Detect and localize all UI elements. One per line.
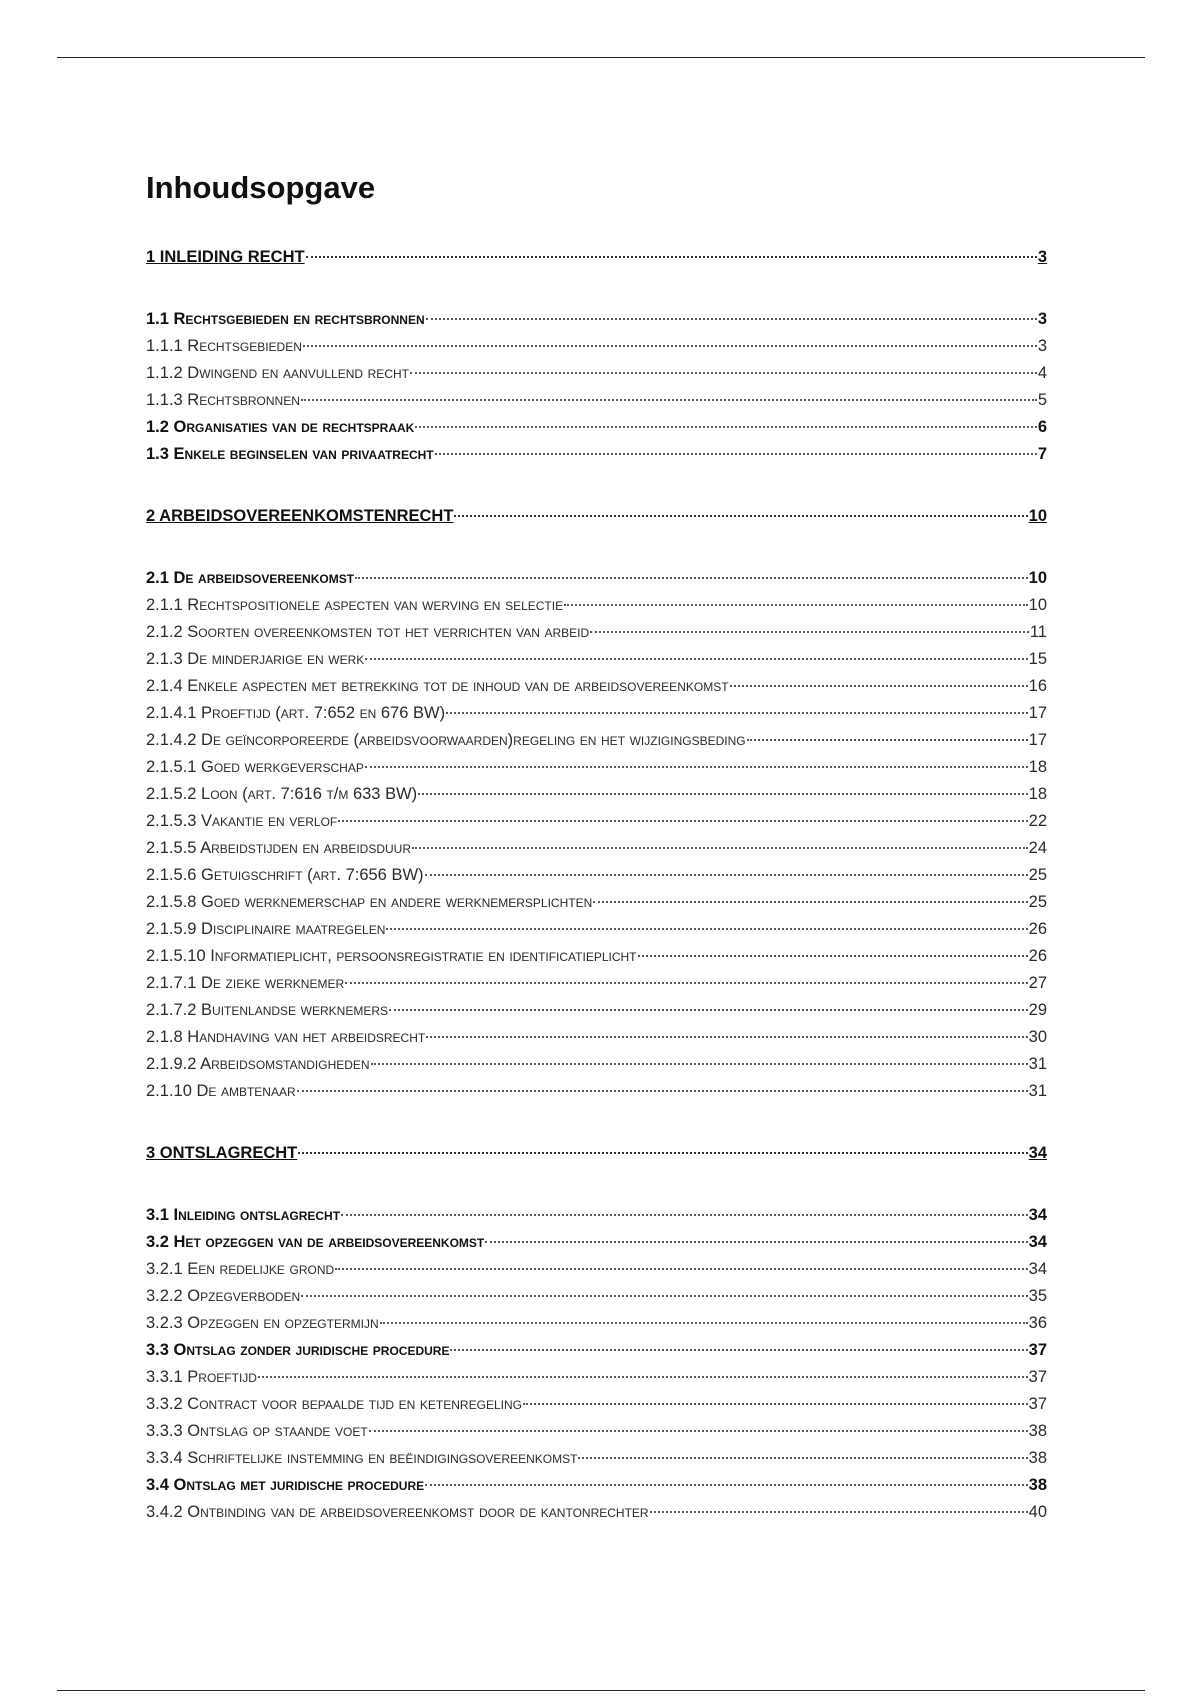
toc-subsection[interactable]: [146, 673, 1047, 700]
toc-entry-label: 3.1 Inleiding ontslagrecht: [146, 1206, 341, 1224]
toc-page-number: 10: [1028, 569, 1047, 587]
toc-section[interactable]: [146, 1472, 1047, 1499]
toc-entry-label: 3.3 Ontslag zonder juridische procedure: [146, 1341, 450, 1359]
toc-leader: [523, 1403, 1028, 1405]
toc-leader: [298, 1152, 1027, 1154]
toc-leader: [426, 1036, 1027, 1038]
toc-leader: [303, 345, 1037, 347]
toc-chapter[interactable]: [146, 244, 1047, 271]
toc-leader: [446, 712, 1028, 714]
toc-leader: [418, 793, 1028, 795]
toc-page-number: 38: [1028, 1476, 1047, 1494]
toc-entry-label: 2.1.5.3 Vakantie en verlof: [146, 812, 338, 830]
toc-leader: [338, 820, 1027, 822]
toc-leader: [410, 372, 1037, 374]
toc-page-number: 25: [1028, 866, 1047, 884]
toc-leader: [258, 1376, 1028, 1378]
toc-page-number: 22: [1028, 812, 1047, 830]
toc-page-number: 36: [1028, 1314, 1047, 1332]
toc-leader: [412, 847, 1028, 849]
toc-entry-label: 1.1.3 Rechtsbronnen: [146, 391, 300, 409]
toc-subsection[interactable]: [146, 1445, 1047, 1472]
toc-subsection[interactable]: [146, 943, 1047, 970]
toc-entry-label: 3.4.2 Ontbinding van de arbeidsovereenkomst door de kantonrechter: [146, 1503, 649, 1521]
toc-entry-label: 3.2.1 Een redelijke grond: [146, 1260, 335, 1278]
toc-leader: [564, 604, 1028, 606]
toc-page-number: 30: [1028, 1028, 1047, 1046]
toc-subsection[interactable]: [146, 1391, 1047, 1418]
toc-leader: [380, 1322, 1028, 1324]
toc-subsection[interactable]: [146, 835, 1047, 862]
toc-entry-label: 1.1.2 Dwingend en aanvullend recht: [146, 364, 409, 382]
toc-page-number: 35: [1028, 1287, 1047, 1305]
toc-page-number: 27: [1028, 974, 1047, 992]
toc-page-number: 15: [1028, 650, 1047, 668]
toc-leader: [638, 955, 1028, 957]
toc-leader: [590, 631, 1029, 633]
toc-leader: [425, 874, 1028, 876]
toc-page-number: 26: [1028, 920, 1047, 938]
toc-page-number: 25: [1028, 893, 1047, 911]
toc-entry-label: 3.3.2 Contract voor bepaalde tijd en ketenregeling: [146, 1395, 522, 1413]
toc-chapter-label: 1 INLEIDING RECHT: [146, 248, 305, 266]
toc-entry-label: 3.3.3 Ontslag op staande voet: [146, 1422, 368, 1440]
toc-entry-label: 2.1.5.5 Arbeidstijden en arbeidsduur: [146, 839, 411, 857]
toc-page-number: 3: [1037, 310, 1047, 328]
toc-page-number: 38: [1028, 1449, 1047, 1467]
toc-page-number: 26: [1028, 947, 1047, 965]
toc-page-number: 16: [1028, 677, 1047, 695]
toc-entry-label: 2.1.1 Rechtspositionele aspecten van werving en selectie: [146, 596, 564, 614]
toc-entry-label: 2.1.5.6 Getuigschrift (art. 7:656 BW): [146, 866, 424, 884]
toc-subsection[interactable]: [146, 333, 1047, 360]
toc-subsection[interactable]: [146, 700, 1047, 727]
toc-subsection[interactable]: [146, 387, 1047, 414]
toc-entry-label: 2.1.2 Soorten overeenkomsten tot het verrichten van arbeid: [146, 623, 590, 641]
toc-leader: [345, 982, 1027, 984]
toc-entry-label: 1.1.1 Rechtsgebieden: [146, 337, 302, 355]
toc-leader: [386, 928, 1027, 930]
toc-leader: [593, 901, 1027, 903]
toc-page-number: 24: [1028, 839, 1047, 857]
toc-page-number: 4: [1037, 364, 1047, 382]
toc-page-number: 3: [1037, 248, 1047, 266]
toc-page-number: 34: [1028, 1260, 1047, 1278]
toc-leader: [426, 318, 1037, 320]
toc-page-number: 37: [1028, 1368, 1047, 1386]
toc-entry-label: 2.1 De arbeidsovereenkomst: [146, 569, 355, 587]
toc-leader: [450, 1349, 1027, 1351]
toc-subsection[interactable]: [146, 754, 1047, 781]
toc-chapter[interactable]: [146, 1140, 1047, 1167]
toc-leader: [485, 1241, 1027, 1243]
toc-page-number: 29: [1028, 1001, 1047, 1019]
toc-entry-label: 2.1.5.8 Goed werknemerschap en andere werknemersplichten: [146, 893, 593, 911]
toc-page-number: 37: [1028, 1341, 1047, 1359]
toc-subsection[interactable]: [146, 1364, 1047, 1391]
toc-entry-label: 2.1.7.2 Buitenlandse werknemers: [146, 1001, 388, 1019]
toc-entry-label: 2.1.5.1 Goed werkgeverschap: [146, 758, 364, 776]
toc-entry-label: 3.2.2 Opzegverboden: [146, 1287, 301, 1305]
toc-page-number: 11: [1029, 623, 1047, 641]
toc-subsection[interactable]: [146, 808, 1047, 835]
header-rule: [57, 57, 1145, 58]
toc-chapter[interactable]: [146, 503, 1047, 530]
toc-subsection[interactable]: [146, 889, 1047, 916]
toc-page-number: 3: [1037, 337, 1047, 355]
toc-entry-label: 2.1.5.2 Loon (art. 7:616 t/m 633 BW): [146, 785, 418, 803]
table-of-contents: [146, 244, 1047, 1526]
toc-page-number: 10: [1028, 507, 1047, 525]
toc-subsection[interactable]: [146, 360, 1047, 387]
toc-subsection[interactable]: [146, 970, 1047, 997]
toc-chapter-label: 3 ONTSLAGRECHT: [146, 1144, 298, 1162]
toc-subsection[interactable]: [146, 619, 1047, 646]
toc-entry-label: 1.2 Organisaties van de rechtspraak: [146, 418, 415, 436]
toc-section[interactable]: [146, 441, 1047, 468]
toc-entry-label: 1.3 Enkele beginselen van privaatrecht: [146, 445, 434, 463]
toc-page-number: 5: [1037, 391, 1047, 409]
toc-page-number: 18: [1028, 785, 1047, 803]
toc-leader: [306, 256, 1037, 258]
toc-entry-label: 2.1.5.10 Informatieplicht, persoonsregistratie en identificatieplicht: [146, 947, 637, 965]
toc-leader: [650, 1511, 1028, 1513]
toc-leader: [454, 515, 1027, 517]
toc-section[interactable]: [146, 1229, 1047, 1256]
toc-entry-label: 3.4 Ontslag met juridische procedure: [146, 1476, 425, 1494]
toc-page-number: 34: [1028, 1233, 1047, 1251]
toc-leader: [341, 1214, 1028, 1216]
toc-page-number: 6: [1037, 418, 1047, 436]
toc-page-number: 31: [1028, 1055, 1047, 1073]
toc-subsection[interactable]: [146, 646, 1047, 673]
toc-subsection[interactable]: [146, 1256, 1047, 1283]
toc-page-number: 38: [1028, 1422, 1047, 1440]
toc-page-number: 34: [1028, 1206, 1047, 1224]
toc-subsection[interactable]: [146, 997, 1047, 1024]
toc-subsection[interactable]: [146, 1499, 1047, 1526]
toc-entry-label: 2.1.3 De minderjarige en werk: [146, 650, 365, 668]
toc-subsection[interactable]: [146, 1418, 1047, 1445]
toc-entry-label: 2.1.4.1 Proeftijd (art. 7:652 en 676 BW): [146, 704, 446, 722]
toc-page-number: 40: [1028, 1503, 1047, 1521]
toc-entry-label: 2.1.8 Handhaving van het arbeidsrecht: [146, 1028, 426, 1046]
toc-page-number: 17: [1028, 704, 1047, 722]
toc-leader: [747, 739, 1028, 741]
toc-entry-label: 2.1.10 De ambtenaar: [146, 1082, 296, 1100]
toc-leader: [297, 1090, 1028, 1092]
toc-entry-label: 2.1.7.1 De zieke werknemer: [146, 974, 345, 992]
toc-leader: [425, 1484, 1028, 1486]
toc-page-number: 18: [1028, 758, 1047, 776]
toc-leader: [578, 1457, 1027, 1459]
toc-leader: [355, 577, 1028, 579]
toc-leader: [371, 1063, 1028, 1065]
toc-page-number: 31: [1028, 1082, 1047, 1100]
toc-leader: [301, 399, 1037, 401]
toc-entry-label: 1.1 Rechtsgebieden en rechtsbronnen: [146, 310, 425, 328]
toc-page-number: 10: [1028, 596, 1047, 614]
toc-subsection[interactable]: [146, 916, 1047, 943]
toc-leader: [365, 766, 1028, 768]
toc-subsection[interactable]: [146, 1310, 1047, 1337]
toc-section[interactable]: [146, 414, 1047, 441]
toc-leader: [335, 1268, 1027, 1270]
toc-subsection[interactable]: [146, 1283, 1047, 1310]
toc-section[interactable]: [146, 565, 1047, 592]
toc-section[interactable]: [146, 1337, 1047, 1364]
toc-subsection[interactable]: [146, 1051, 1047, 1078]
toc-subsection[interactable]: [146, 727, 1047, 754]
toc-entry-label: 3.2.3 Opzeggen en opzegtermijn: [146, 1314, 379, 1332]
toc-page-number: 34: [1028, 1144, 1047, 1162]
toc-leader: [369, 1430, 1028, 1432]
toc-subsection[interactable]: [146, 592, 1047, 619]
toc-subsection[interactable]: [146, 862, 1047, 889]
toc-entry-label: 3.3.1 Proeftijd: [146, 1368, 257, 1386]
toc-entry-label: 2.1.5.9 Disciplinaire maatregelen: [146, 920, 386, 938]
toc-page-number: 7: [1037, 445, 1047, 463]
toc-entry-label: 3.2 Het opzeggen van de arbeidsovereenkomst: [146, 1233, 485, 1251]
toc-chapter-label: 2 ARBEIDSOVEREENKOMSTENRECHT: [146, 507, 454, 525]
toc-leader: [389, 1009, 1028, 1011]
toc-entry-label: 3.3.4 Schriftelijke instemming en beëindigingsovereenkomst: [146, 1449, 578, 1467]
toc-leader: [435, 453, 1037, 455]
toc-entry-label: 2.1.9.2 Arbeidsomstandigheden: [146, 1055, 370, 1073]
toc-leader: [415, 426, 1036, 428]
toc-page-number: 37: [1028, 1395, 1047, 1413]
toc-section[interactable]: [146, 306, 1047, 333]
toc-subsection[interactable]: [146, 781, 1047, 808]
toc-subsection[interactable]: [146, 1078, 1047, 1105]
toc-subsection[interactable]: [146, 1024, 1047, 1051]
toc-entry-label: 2.1.4 Enkele aspecten met betrekking tot de inhoud van de arbeidsovereenkomst: [146, 677, 729, 695]
toc-leader: [365, 658, 1027, 660]
page-title: Inhoudsopgave: [146, 170, 376, 205]
toc-page-number: 17: [1028, 731, 1047, 749]
toc-entry-label: 2.1.4.2 De geïncorporeerde (arbeidsvoorwaarden)regeling en het wijzigingsbeding: [146, 731, 746, 749]
toc-leader: [301, 1295, 1028, 1297]
footer-rule: [57, 1690, 1145, 1691]
toc-leader: [730, 685, 1028, 687]
toc-section[interactable]: [146, 1202, 1047, 1229]
